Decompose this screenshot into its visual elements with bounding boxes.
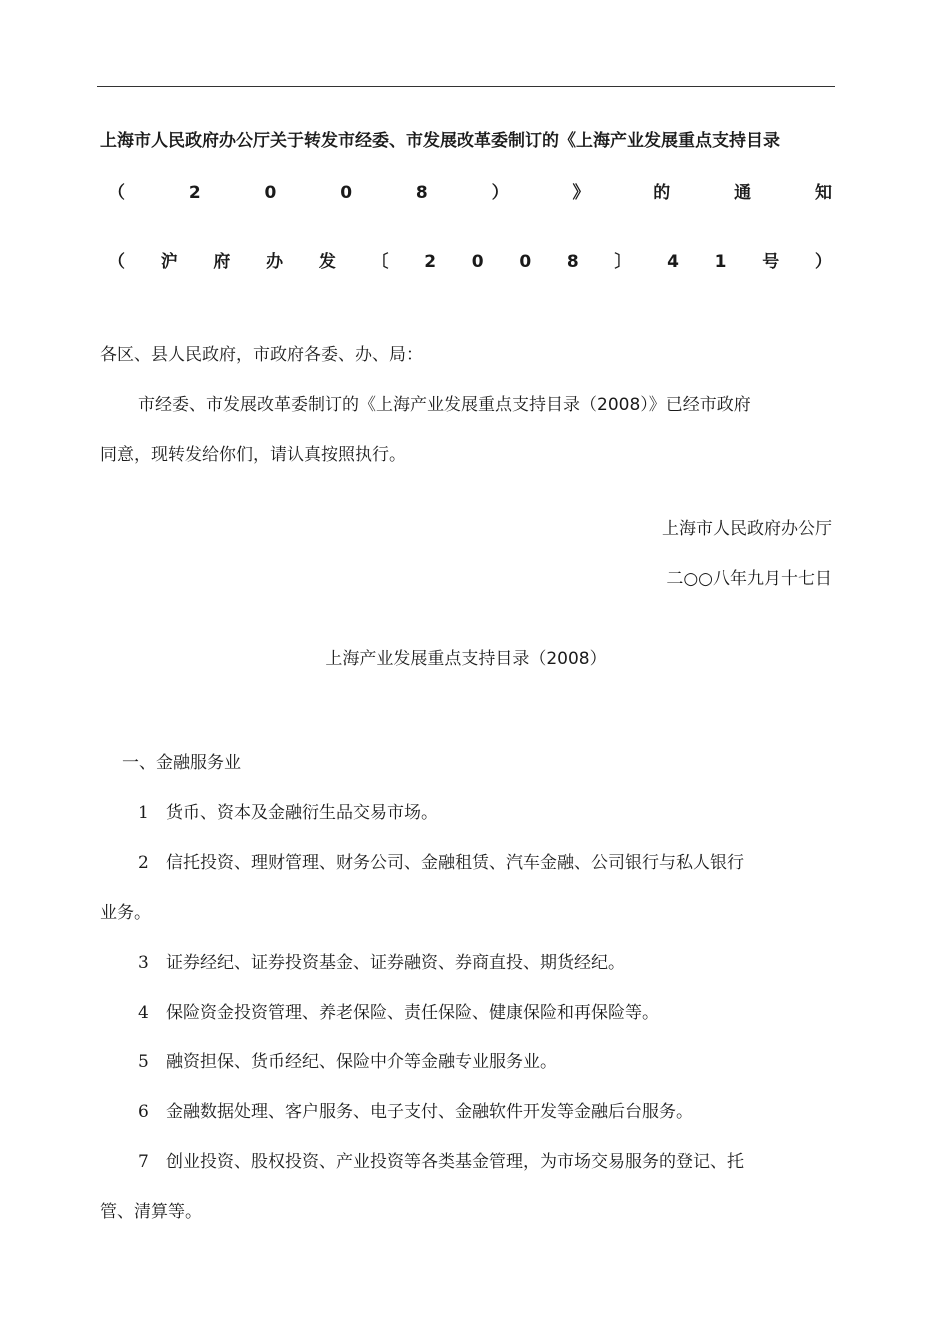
title-char: ） <box>491 183 509 203</box>
header-rule <box>97 86 835 87</box>
title-char: （ <box>108 183 125 203</box>
list-item <box>138 801 832 825</box>
item-number: 6 <box>138 1102 149 1122</box>
doc-number-char: 8 <box>566 252 579 272</box>
item-text: 保险资金投资管理、养老保险、责任保险、健康保险和再保险等。 <box>166 1003 659 1023</box>
item-number: 5 <box>138 1052 149 1072</box>
title-char: 0 <box>264 183 277 203</box>
title-char: 知 <box>814 183 832 203</box>
list-item <box>138 1001 832 1025</box>
item-text: 金融数据处理、客户服务、电子支付、金融软件开发等金融后台服务。 <box>166 1102 693 1122</box>
doc-number-char: 2 <box>424 252 437 272</box>
document-number <box>108 250 832 274</box>
item-number: 7 <box>138 1152 149 1172</box>
doc-number-char: 府 <box>213 252 231 272</box>
title-char: 》 <box>572 183 590 203</box>
list-item-continuation: 管、清算等。 <box>100 1202 202 1222</box>
doc-number-char: 发 <box>318 252 336 272</box>
item-number: 1 <box>138 803 149 823</box>
doc-number-char: 办 <box>266 252 284 272</box>
list-item <box>138 1150 832 1174</box>
doc-number-char: 沪 <box>160 252 178 272</box>
doc-number-char: 4 <box>667 252 679 272</box>
item-text: 融资担保、货币经纪、保险中介等金融专业服务业。 <box>166 1052 557 1072</box>
issue-date: 二○○八年九月十七日 <box>666 569 832 589</box>
salutation: 各区、县人民政府，市政府各委、办、局： <box>100 345 423 365</box>
doc-number-char: 〔 <box>371 252 389 272</box>
title-char: 8 <box>415 183 428 203</box>
list-item <box>138 951 832 975</box>
section-heading: 一、金融服务业 <box>122 753 241 773</box>
title-char: 通 <box>734 183 752 203</box>
list-item <box>138 1050 832 1074</box>
item-text: 证券经纪、证券投资基金、证券融资、券商直投、期货经纪。 <box>166 953 625 973</box>
doc-number-char: 0 <box>471 252 484 272</box>
item-number: 3 <box>138 953 149 973</box>
doc-number-char: 1 <box>714 252 727 272</box>
body-paragraph-continuation: 同意，现转发给你们，请认真按照执行。 <box>100 445 406 465</box>
doc-number-char: ） <box>814 252 832 272</box>
item-text: 信托投资、理财管理、财务公司、金融租赁、汽车金融、公司银行与私人银行 <box>166 853 744 873</box>
item-text: 创业投资、股权投资、产业投资等各类基金管理，为市场交易服务的登记、托 <box>166 1152 744 1172</box>
item-number: 2 <box>138 853 149 873</box>
catalog-title: 上海产业发展重点支持目录（2008） <box>325 649 607 669</box>
doc-number-char: 号 <box>762 252 780 272</box>
doc-number-char: （ <box>108 252 125 272</box>
list-item-continuation: 业务。 <box>100 903 151 923</box>
doc-number-char: 〕 <box>614 252 632 272</box>
title-char: 0 <box>340 183 353 203</box>
issuer: 上海市人民政府办公厅 <box>662 519 832 539</box>
doc-number-char: 0 <box>519 252 532 272</box>
title-char: 2 <box>188 183 201 203</box>
list-item <box>138 851 832 875</box>
title-char: 的 <box>653 183 671 203</box>
notice-title-line2 <box>108 181 832 205</box>
item-number: 4 <box>138 1003 149 1023</box>
notice-title-line1: 上海市人民政府办公厅关于转发市经委、市发展改革委制订的《上海产业发展重点支持目录 <box>100 131 780 151</box>
item-text: 货币、资本及金融衍生品交易市场。 <box>166 803 438 823</box>
body-paragraph: 市经委、市发展改革委制订的《上海产业发展重点支持目录（2008）》已经市政府 <box>138 395 751 415</box>
list-item <box>138 1100 832 1124</box>
